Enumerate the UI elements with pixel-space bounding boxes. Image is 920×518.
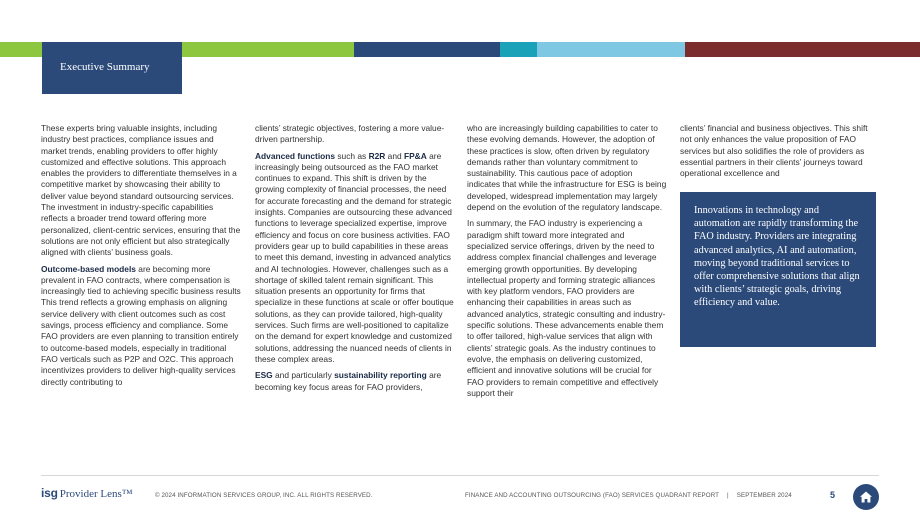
logo-isg: isg <box>41 486 58 500</box>
paragraph: In summary, the FAO industry is experiencing a paradigm shift toward more integrated and specialized service offerings, driven by the need to address complex financial challenges and leverage emerging growth opportunities. By developing intellectual property and forming strategic alliances with key platform vendors, FAO providers are enhancing their capabilities in areas such as advanced analytics, strategic consulting and industry-specific solutions. These advancements enable them to offer tailored, high-value services that align with clients’ strategic goals. As the industry continues to evolve, the emphasis on delivering customized, efficient and innovative solutions will be crucial for FAO providers to remain competitive and effectively support their <box>467 218 666 398</box>
bold-term: Outcome-based models <box>41 263 136 274</box>
paragraph <box>41 264 241 388</box>
paragraph: These experts bring valuable insights, including industry best practices, compliance issues and market trends, enabling providers to offer highly customized and effective solutions. This approach enables the providers to differentiate themselves in a competitive market by showcasing their ability to deliver value beyond standard outsourcing services. The investment in industry-specific capabilities reflects a broader trend toward offering more personalized, client-centric services, ensuring that the solutions are not only efficient but also strategically aligned with clients’ business goals. <box>41 123 241 258</box>
report-title: FINANCE AND ACCOUNTING OUTSOURCING (FAO) SERVICES QUADRANT REPORT <box>465 492 720 499</box>
home-icon <box>859 490 873 504</box>
color-bar-segment <box>354 42 500 57</box>
paragraph-text: are becoming more prevalent in FAO contracts, where compensation is increasingly tied to achieving specific business results This trend reflects a growing emphasis on aligning service delivery with client outcomes such as cost savings, process efficiency and compliance. Some FAO providers are even planning to transition entirely to outcome-based models, especially in traditional FAO verticals such as P2P and O2C. This approach incentivizes providers to deliver high-quality services directly contributing to <box>41 263 241 387</box>
page-number: 5 <box>830 490 836 500</box>
callout-box <box>680 192 876 347</box>
bold-term: FP&A <box>403 150 427 161</box>
paragraph <box>255 370 455 393</box>
paragraph: who are increasingly building capabilities to cater to these evolving demands. However, the adoption of these practices is slow, often driven by regulatory demands rather than voluntary commitment to sustainability. This cautious pace of adoption indicates that while the infrastructure for ESG is being developed, widespread implementation may largely depend on the evolution of the regulatory landscape. <box>467 123 667 213</box>
color-bar-segment <box>537 42 685 57</box>
bold-term: ESG <box>255 370 273 381</box>
text-column-3 <box>467 123 667 404</box>
logo-provider-lens: Provider Lens™ <box>59 488 133 500</box>
paragraph-text: such as <box>335 150 369 161</box>
home-button[interactable] <box>853 484 879 510</box>
report-date: SEPTEMBER 2024 <box>736 492 792 499</box>
bold-term: Advanced functions <box>255 150 336 161</box>
paragraph-text: and particularly <box>272 370 335 381</box>
callout-text: Innovations in technology and automation are rapidly transforming the FAO industry. Providers are integrating advanced analytics, AI and automation, moving beyond traditional services to offer comprehensive solutions that align with clients’ strategic goals, driving efficiency and value. <box>694 205 860 309</box>
color-bar-segment <box>0 42 42 57</box>
section-tab[interactable] <box>42 42 182 94</box>
color-bar-segment <box>685 42 920 57</box>
paragraph <box>255 151 455 366</box>
paragraph: clients’ financial and business objectives. This shift not only enhances the value proposition of FAO services but also solidifies the role of providers as essential partners in their clients’ journeys toward operational excellence and <box>680 123 868 179</box>
paragraph: clients’ strategic objectives, fostering a more value-driven partnership. <box>255 123 445 145</box>
isg-provider-lens-logo <box>41 486 133 500</box>
footer-separator: | <box>727 492 729 499</box>
section-tab-label: Executive Summary <box>60 61 150 73</box>
footer-divider <box>41 475 879 476</box>
paragraph-text: and <box>385 150 404 161</box>
color-bar-segment <box>500 42 537 57</box>
color-bar-segment <box>182 42 354 57</box>
text-column-1 <box>41 123 241 393</box>
copyright-text: © 2024 INFORMATION SERVICES GROUP, INC. ALL RIGHTS RESERVED. <box>155 492 373 499</box>
text-column-4 <box>680 123 880 184</box>
report-info <box>465 492 792 499</box>
text-column-2 <box>255 123 455 398</box>
paragraph-text: are becoming key focus areas for FAO providers, <box>255 370 442 392</box>
paragraph-text: are increasingly being outsourced as the FAO market continues to expand. This shift is driven by the growing complexity of financial processes, the need for accurate forecasting and the demand for strategic insights. Companies are outsourcing these advanced functions to leverage specialized expertise, improve efficiency and focus on core business activities. FAO providers gear up to build capabilities in these areas to meet this demand, investing in advanced analytics and AI technologies. However, challenges such as a shortage of skilled talent remain significant. This situation presents an opportunity for firms that specialize in these functions at scale or offer boutique solutions, as they can provide tailored, high-quality services. Such firms are well-positioned to capitalize on the demand for expert knowledge and customized solutions, addressing the nuanced needs of clients in these complex areas. <box>255 150 454 364</box>
bold-term: sustainability reporting <box>334 370 427 381</box>
bold-term: R2R <box>368 150 386 161</box>
